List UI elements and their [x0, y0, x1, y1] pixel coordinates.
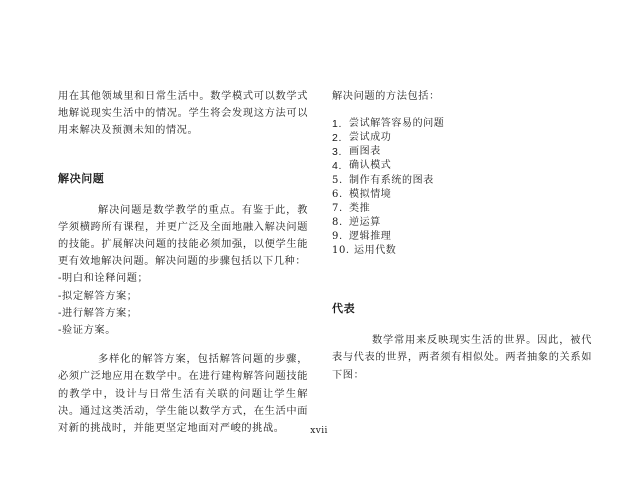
page-number: xvii [310, 426, 328, 436]
method-item: 3. 画图表 [332, 146, 381, 159]
step-item: -拟定解答方案； [58, 290, 138, 302]
methods-list [332, 117, 592, 258]
problem-solving-paragraph: 解决问题是数学教学的重点。有鉴于此，教学须横跨所有课程，并更广泛及全面地融入解决问题的技能。扩展解决问题的技能必须加强，以便学生能更有效地解决问题。解决问题的步骤包括以下几种： [58, 204, 308, 268]
method-item: 6. 模拟情境 [332, 188, 392, 200]
method-item: 8. 逆运算 [332, 216, 381, 228]
step-item: -明白和诠释问题； [58, 273, 149, 285]
methods-intro: 解决问题的方法包括： [332, 91, 440, 102]
method-item: 2. 尝试成功 [332, 132, 392, 145]
step-item: -进行解答方案； [58, 307, 138, 319]
right-column [332, 88, 592, 384]
problem-solving-heading: 解决问题 [58, 171, 105, 185]
method-item: 4. 确认模式 [332, 160, 392, 173]
method-item: 7. 类推 [332, 202, 371, 214]
representation-heading: 代表 [332, 302, 356, 316]
step-item: -验证方案。 [58, 325, 116, 337]
method-item: 10. 运用代数 [332, 245, 397, 257]
left-column [58, 88, 308, 437]
strategies-paragraph: 多样化的解答方案，包括解答问题的步骤，必须广泛地应用在数学中。在进行建构解答问题技能的教学中，设计与日常生活有关联的问题让学生解决。通过这类活动，学生能以数学方式，在生活中面对新的挑战时，并能更坚定地面对严峻的挑战。 [58, 354, 308, 435]
representation-paragraph: 数学常用来反映现实生活的世界。因此，被代表与代表的世界，两者须有相似处。两者抽象的关系如下图： [332, 335, 592, 381]
method-item: 9. 逻辑推理 [332, 230, 392, 242]
method-item: 5. 制作有系统的图表 [332, 174, 434, 186]
method-item: 1. 尝试解答容易的问题 [332, 118, 445, 131]
intro-paragraph: 用在其他领域里和日常生活中。数学模式可以数学式地解说现实生活中的情况。学生将会发现这方法可以用来解决及预测未知的情况。 [58, 91, 308, 137]
